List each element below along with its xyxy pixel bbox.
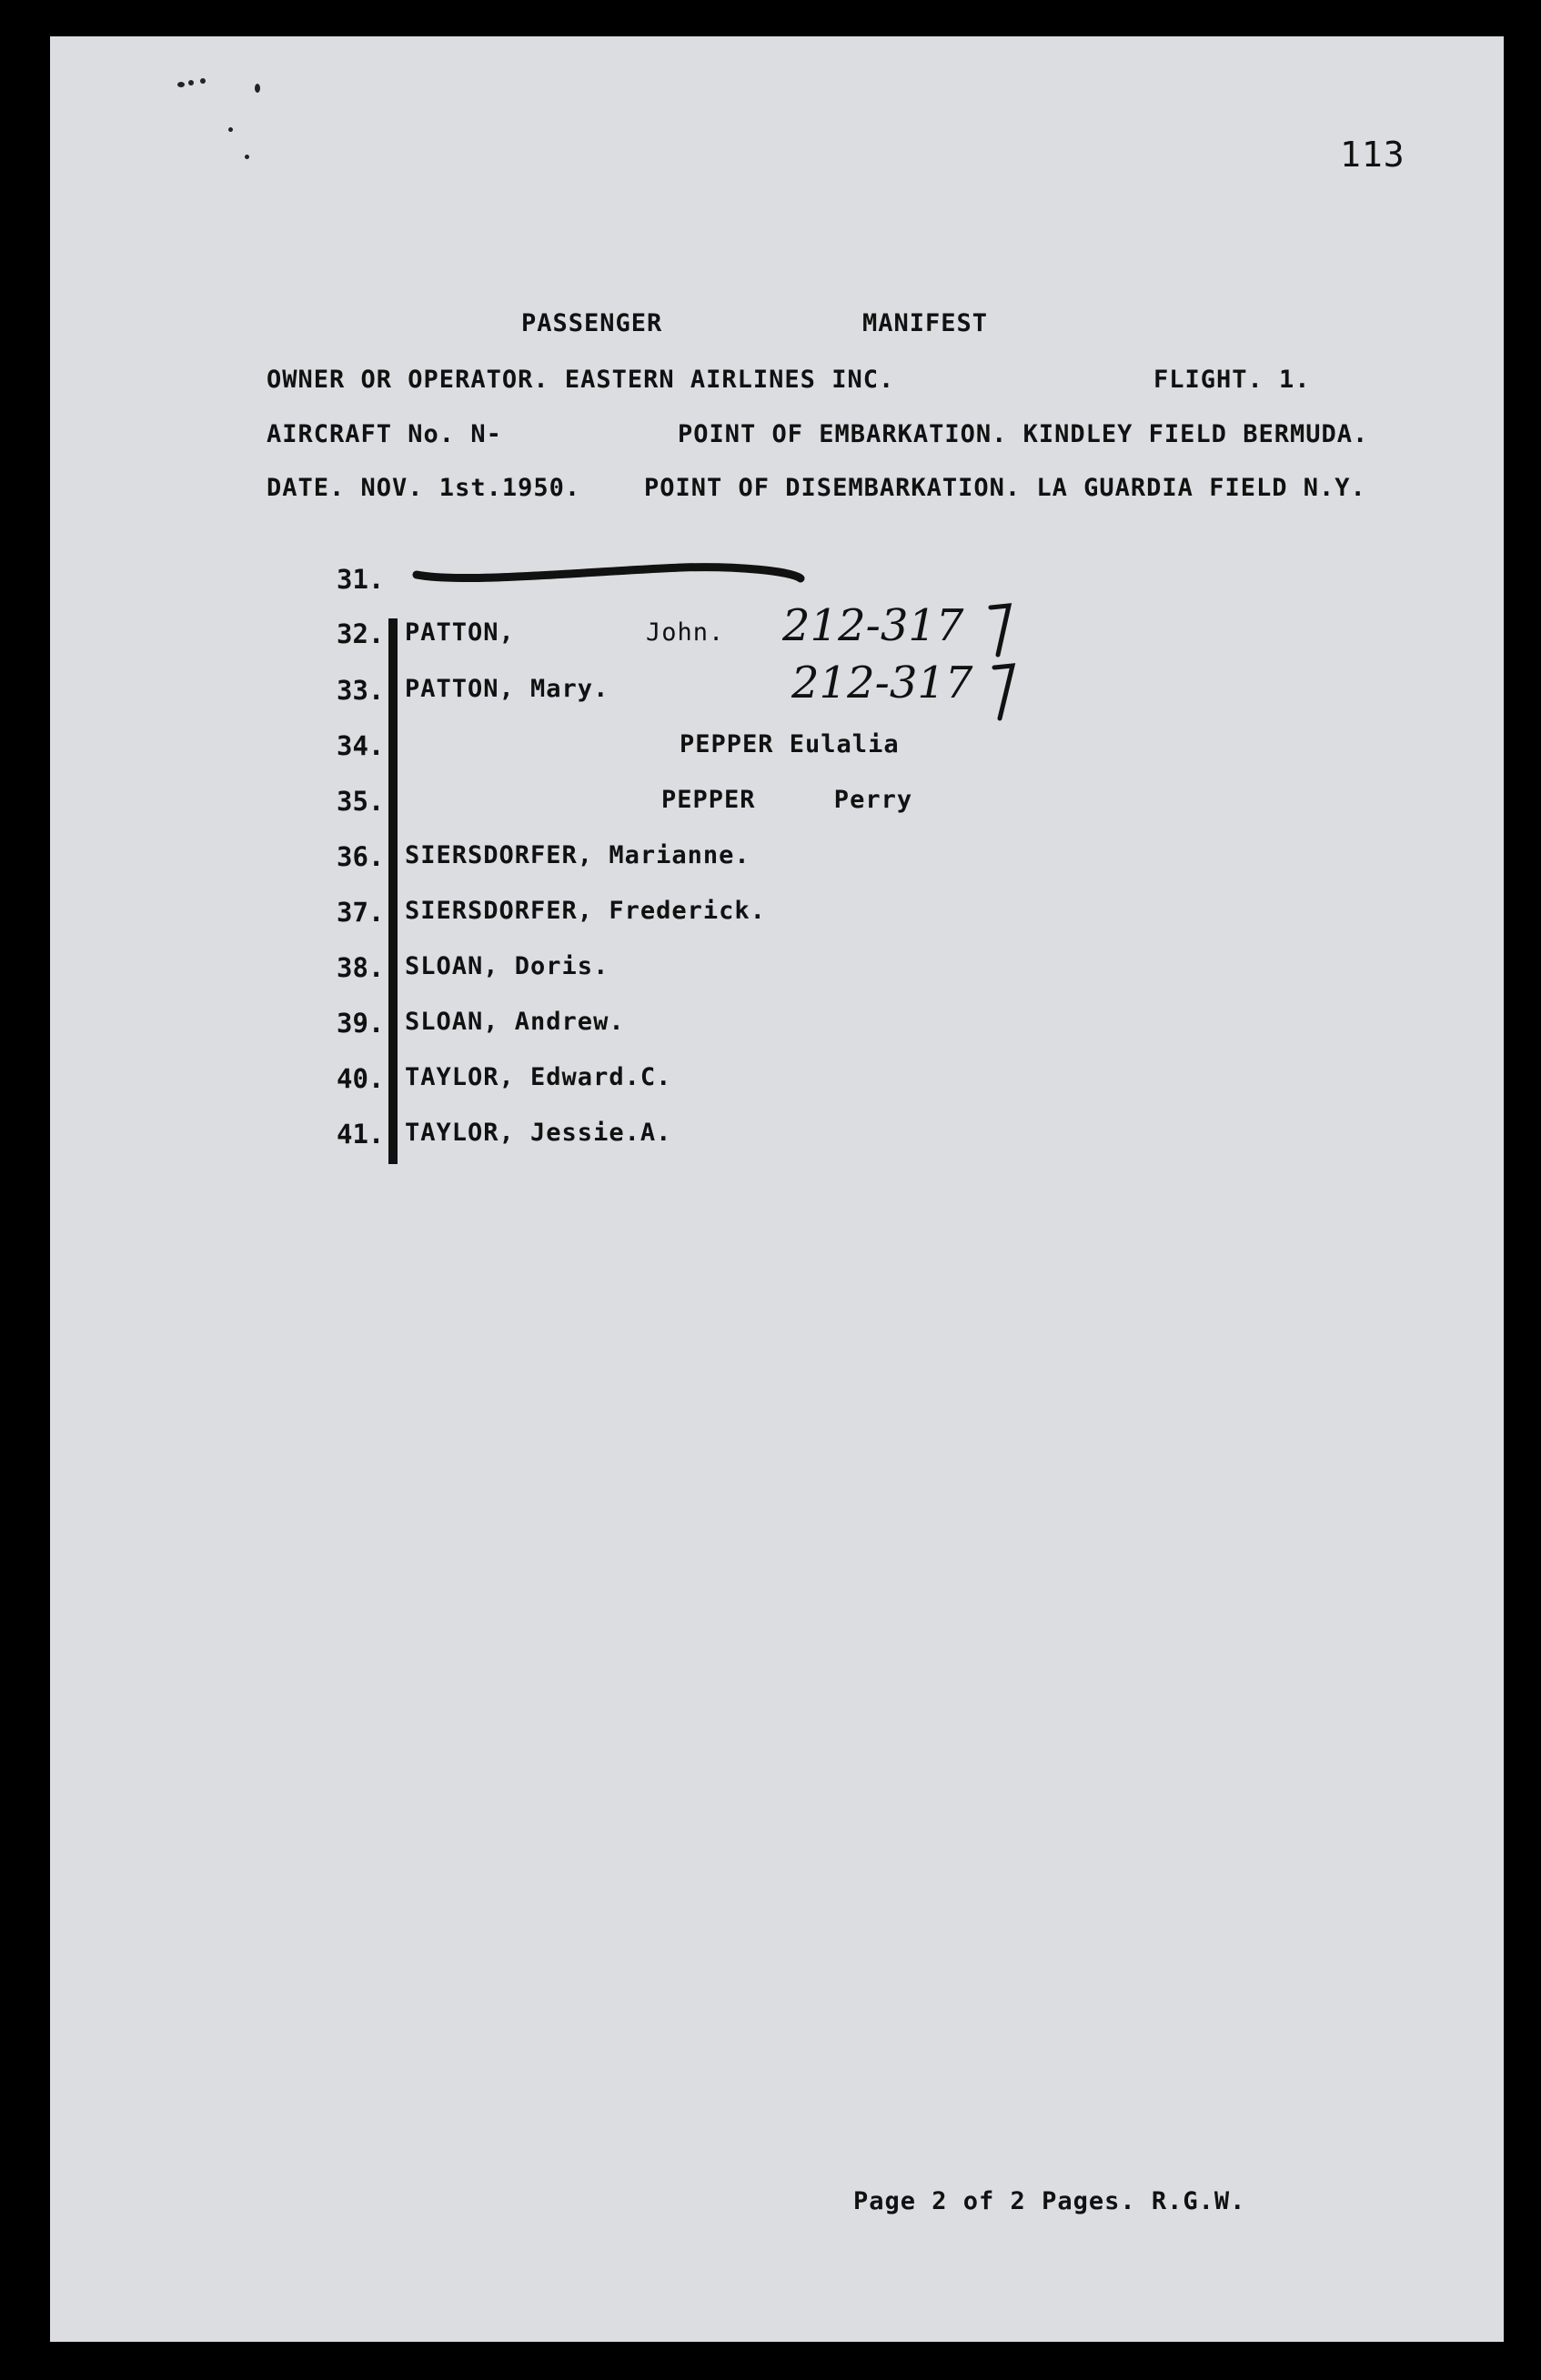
passenger-name: PATTON,: [405, 618, 515, 647]
row-number: 40.: [337, 1063, 385, 1094]
handwritten-number: 212-317: [791, 658, 973, 708]
ink-speck: [245, 155, 249, 159]
passenger-given: John.: [646, 618, 725, 647]
row-number: 38.: [337, 952, 385, 983]
bracket-line: [388, 618, 398, 1164]
ink-speck: [188, 80, 194, 85]
row-number: 36.: [337, 841, 385, 872]
manifest-page: [50, 36, 1504, 2342]
row-number: 34.: [337, 730, 385, 761]
handwritten-bracket: [987, 600, 1023, 737]
row-number: 31.: [337, 564, 385, 595]
row-number: 37.: [337, 897, 385, 928]
passenger-name: SLOAN, Doris.: [405, 952, 609, 980]
strike-line: [409, 555, 810, 591]
page-footer: Page 2 of 2 Pages. R.G.W.: [853, 2187, 1246, 2215]
passenger-name: TAYLOR, Edward.C.: [405, 1063, 672, 1091]
passenger-name: SIERSDORFER, Marianne.: [405, 841, 750, 869]
handwritten-number: 212-317: [782, 600, 964, 651]
row-number: 41.: [337, 1119, 385, 1150]
row-number: 33.: [337, 675, 385, 706]
aircraft-line: AIRCRAFT No. N-: [267, 420, 502, 448]
disembarkation-line: POINT OF DISEMBARKATION. LA GUARDIA FIELD N.Y.: [644, 474, 1366, 502]
embarkation-line: POINT OF EMBARKATION. KINDLEY FIELD BERMUDA.: [678, 420, 1369, 448]
passenger-given: PEPPER Perry: [661, 786, 913, 814]
page-number: 113: [1340, 135, 1405, 175]
row-number: 39.: [337, 1008, 385, 1039]
date-line: DATE. NOV. 1st.1950.: [267, 474, 581, 502]
passenger-name: SLOAN, Andrew.: [405, 1008, 625, 1036]
row-number: 35.: [337, 786, 385, 817]
passenger-given: PEPPER Eulalia: [680, 730, 900, 758]
flight-line: FLIGHT. 1.: [1153, 366, 1311, 394]
row-number: 32.: [337, 618, 385, 649]
passenger-name: SIERSDORFER, Frederick.: [405, 897, 766, 925]
ink-speck: [228, 127, 233, 132]
header-manifest: MANIFEST: [862, 309, 989, 337]
owner-line: OWNER OR OPERATOR. EASTERN AIRLINES INC.: [267, 366, 895, 394]
passenger-name: TAYLOR, Jessie.A.: [405, 1119, 672, 1147]
ink-speck: [200, 78, 206, 84]
header-passenger: PASSENGER: [521, 309, 663, 337]
passenger-name: PATTON, Mary.: [405, 675, 609, 703]
ink-speck: [255, 84, 260, 93]
ink-speck: [177, 82, 185, 87]
